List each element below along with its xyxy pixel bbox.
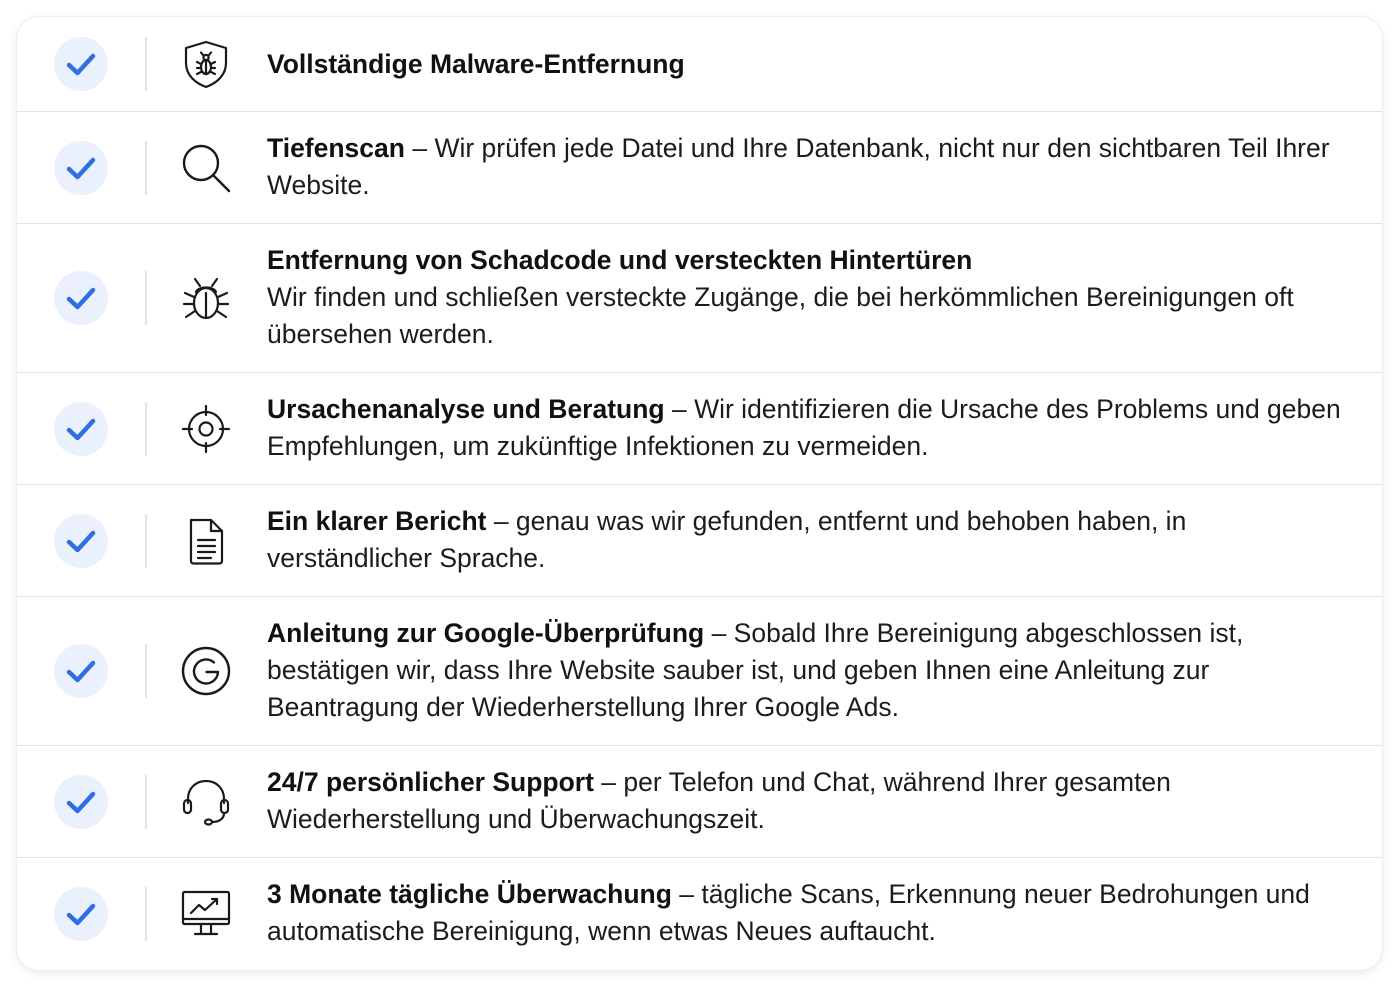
feature-row-root-cause	[17, 372, 1382, 484]
document-icon	[179, 514, 233, 568]
feature-description: Wir finden und schließen versteckte Zugänge, die bei herkömmlichen Bereinigungen oft übersehen werden.	[267, 282, 1294, 349]
target-icon	[179, 402, 233, 456]
feature-separator: –	[593, 767, 624, 797]
feature-row-monitoring	[17, 857, 1382, 970]
feature-description: Sobald Ihre Bereinigung abgeschlossen ist, bestätigen wir, dass Ihre Website sauber ist, und geben Ihnen eine Anleitung zur Beantragung der Wiederherstellung Ihrer Google Ads.	[267, 618, 1244, 722]
headset-icon	[179, 775, 233, 829]
check-icon	[54, 775, 108, 829]
vertical-divider	[145, 271, 147, 325]
feature-text	[267, 876, 1357, 950]
check-icon	[54, 514, 108, 568]
vertical-divider	[145, 141, 147, 195]
feature-title: Vollständige Malware-Entfernung	[267, 49, 685, 79]
feature-title: Tiefenscan	[267, 133, 405, 163]
feature-text	[267, 242, 1357, 353]
feature-row-malware-removal	[17, 17, 1382, 111]
feature-description: per Telefon und Chat, während Ihrer gesamten Wiederherstellung und Überwachungszeit.	[267, 767, 1171, 834]
feature-description: Wir prüfen jede Datei und Ihre Datenbank, nicht nur den sichtbaren Teil Ihrer Website.	[267, 133, 1330, 200]
feature-separator: –	[671, 879, 702, 909]
check-icon	[54, 271, 108, 325]
check-icon	[54, 141, 108, 195]
feature-title: Anleitung zur Google-Überprüfung	[267, 618, 705, 648]
vertical-divider	[145, 887, 147, 941]
feature-separator: –	[704, 618, 734, 648]
feature-description: Wir identifizieren die Ursache des Problems und geben Empfehlungen, um zukünftige Infektionen zu vermeiden.	[267, 394, 1341, 461]
feature-title: Entfernung von Schadcode und versteckten Hintertüren	[267, 245, 973, 275]
feature-row-report	[17, 484, 1382, 596]
vertical-divider	[145, 644, 147, 698]
google-g-icon	[179, 644, 233, 698]
vertical-divider	[145, 37, 147, 91]
monitor-chart-icon	[179, 887, 233, 941]
feature-title: Ursachenanalyse und Beratung	[267, 394, 665, 424]
feature-title: 24/7 persönlicher Support	[267, 767, 594, 797]
shield-bug-icon	[179, 37, 233, 91]
magnifier-icon	[179, 141, 233, 195]
feature-row-backdoor-removal	[17, 223, 1382, 372]
feature-title: 3 Monate tägliche Überwachung	[267, 879, 672, 909]
bug-icon	[179, 271, 233, 325]
vertical-divider	[145, 514, 147, 568]
feature-row-google-review	[17, 596, 1382, 745]
vertical-divider	[145, 775, 147, 829]
feature-text	[267, 615, 1357, 726]
feature-text	[267, 503, 1357, 577]
check-icon	[54, 644, 108, 698]
feature-list-card	[17, 17, 1382, 970]
feature-row-support	[17, 745, 1382, 857]
feature-text	[267, 391, 1357, 465]
feature-text	[267, 764, 1357, 838]
feature-separator: –	[486, 506, 516, 536]
feature-separator: –	[664, 394, 695, 424]
feature-text	[267, 130, 1357, 204]
feature-description: tägliche Scans, Erkennung neuer Bedrohungen und automatische Bereinigung, wenn etwas Neues auftaucht.	[267, 879, 1310, 946]
feature-text	[267, 46, 1357, 83]
check-icon	[54, 37, 108, 91]
vertical-divider	[145, 402, 147, 456]
feature-title: Ein klarer Bericht	[267, 506, 487, 536]
feature-row-deep-scan	[17, 111, 1382, 223]
check-icon	[54, 402, 108, 456]
check-icon	[54, 887, 108, 941]
feature-description: genau was wir gefunden, entfernt und behoben haben, in verständlicher Sprache.	[267, 506, 1187, 573]
feature-separator: –	[404, 133, 435, 163]
